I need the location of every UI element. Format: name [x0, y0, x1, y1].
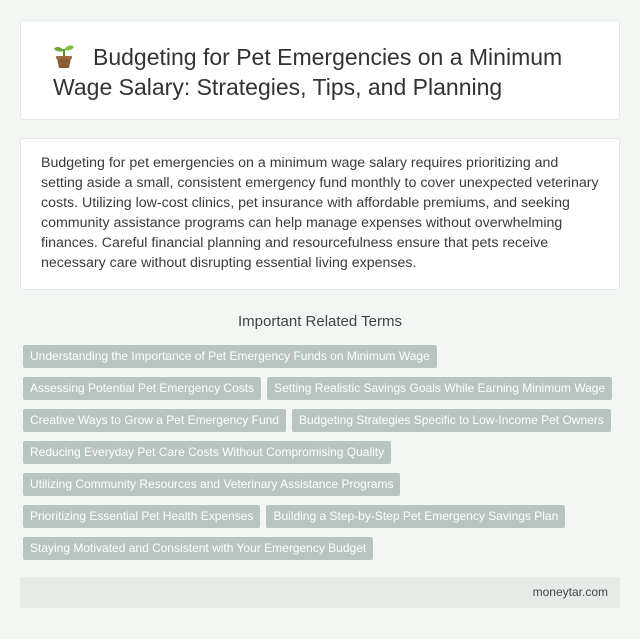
related-term-tag[interactable]: Assessing Potential Pet Emergency Costs — [23, 377, 261, 400]
related-terms-heading: Important Related Terms — [238, 313, 402, 330]
related-term-tag[interactable]: Staying Motivated and Consistent with Your Emergency Budget — [23, 537, 373, 560]
related-term-tag[interactable]: Reducing Everyday Pet Care Costs Without Compromising Quality — [23, 441, 391, 464]
related-term-tag[interactable]: Creative Ways to Grow a Pet Emergency Fund — [23, 409, 286, 432]
related-term-tag[interactable]: Setting Realistic Savings Goals While Earning Minimum Wage — [267, 377, 612, 400]
related-term-tag[interactable]: Building a Step-by-Step Pet Emergency Savings Plan — [266, 505, 565, 528]
related-terms-list — [23, 345, 619, 560]
related-term-tag[interactable]: Prioritizing Essential Pet Health Expenses — [23, 505, 260, 528]
summary-text: Budgeting for pet emergencies on a minimum wage salary requires prioritizing and setting aside a small, consistent emergency fund monthly to cover unexpected veterinary costs. Utilizing low-cost clinics, pet insurance with affordable premiums, and seeking community assistance programs can help manage expenses without overwhelming finances. Careful financial planning and resourcefulness ensure that pets receive necessary care without disrupting essential living expenses. — [41, 155, 599, 271]
related-term-tag[interactable]: Budgeting Strategies Specific to Low-Income Pet Owners — [292, 409, 611, 432]
related-term-tag[interactable]: Utilizing Community Resources and Veterinary Assistance Programs — [23, 473, 400, 496]
summary-card — [20, 138, 620, 290]
related-term-tag[interactable]: Understanding the Importance of Pet Emergency Funds on Minimum Wage — [23, 345, 437, 368]
page-title — [53, 42, 595, 102]
sprout-icon — [53, 43, 75, 69]
footer — [20, 577, 620, 608]
title-card — [20, 20, 620, 120]
title-text: Budgeting for Pet Emergencies on a Minimum Wage Salary: Strategies, Tips, and Planning — [53, 44, 563, 100]
footer-site-link[interactable]: moneytar.com — [532, 585, 608, 599]
